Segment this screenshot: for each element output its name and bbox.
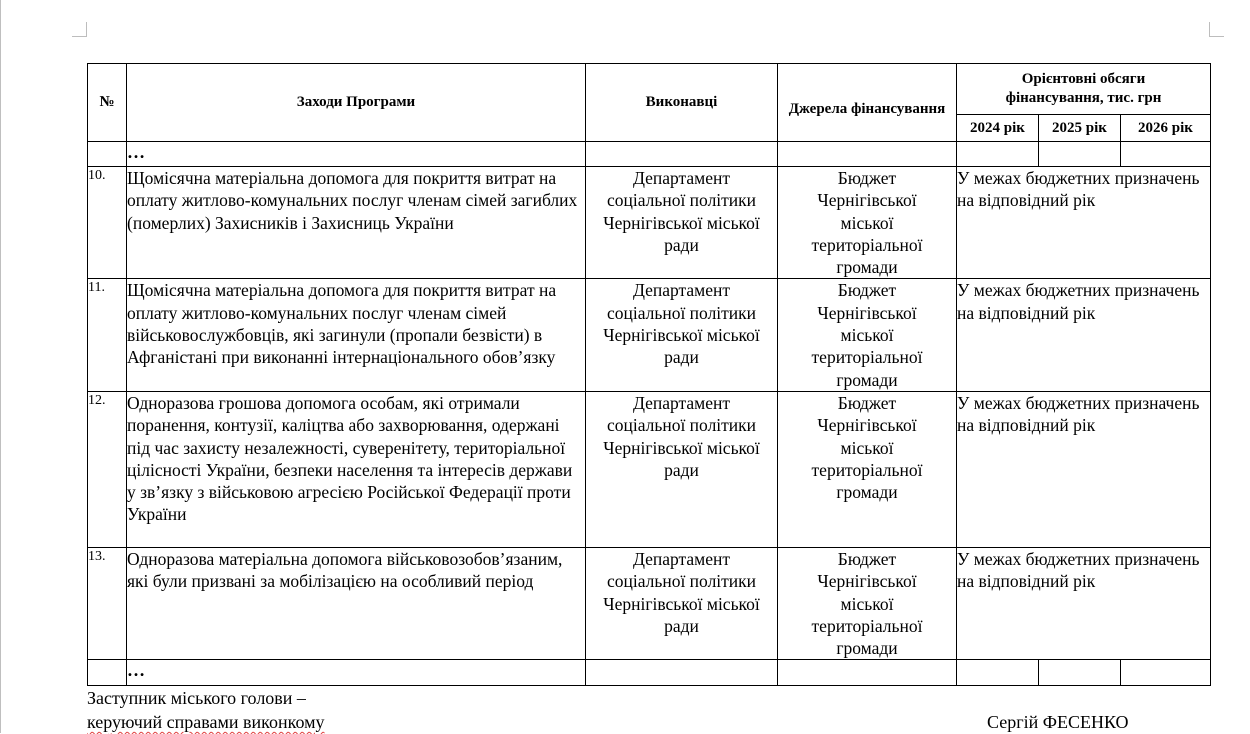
header-executors: Виконавці [586, 64, 778, 142]
table-row [88, 547, 1211, 659]
row-funding: У межах бюджетних призначень на відповідний рік [957, 279, 1211, 391]
row-measure: Одноразова матеріальна допомога військовозобов’язаним, які були призвані за мобілізацією на особливий період [127, 547, 586, 659]
ellipsis-top: … [127, 142, 586, 167]
ellipsis-bottom: … [127, 660, 586, 686]
signature-block [87, 686, 325, 734]
header-year-2024: 2024 рік [957, 115, 1039, 142]
ellipsis-row-bottom [88, 660, 1211, 686]
row-measure: Щомісячна матеріальна допомога для покриття витрат на оплату житлово-комунальних послуг членам сімей військовослужбовців, які загинули (пропали безвісти) в Афганістані при виконанні інтернаціонального обов’язку [127, 279, 586, 391]
row-source: Бюджет Чернігівської міської територіальної громади [778, 279, 957, 391]
row-measure: Одноразова грошова допомога особам, які отримали поранення, контузії, каліцтва або захворювання, одержані під час захисту незалежності, суверенітету, територіальної цілісності України, безпеки населення та інтересів держави у зв’язку з військовою агресією Російської Федерації проти України [127, 391, 586, 547]
row-number: 12. [88, 391, 127, 547]
header-year-2025: 2025 рік [1039, 115, 1121, 142]
row-funding: У межах бюджетних призначень на відповідний рік [957, 547, 1211, 659]
row-number: 11. [88, 279, 127, 391]
row-source: Бюджет Чернігівської міської територіальної громади [778, 391, 957, 547]
row-executor: Департамент соціальної політики Чернігівської міської ради [586, 279, 778, 391]
row-source: Бюджет Чернігівської міської територіальної громади [778, 167, 957, 279]
header-year-2026: 2026 рік [1121, 115, 1211, 142]
crop-mark-top-right [1209, 22, 1224, 37]
row-number: 10. [88, 167, 127, 279]
row-executor: Департамент соціальної політики Чернігівської міської ради [586, 391, 778, 547]
table-row [88, 391, 1211, 547]
row-funding: У межах бюджетних призначень на відповідний рік [957, 391, 1211, 547]
header-num: № [88, 64, 127, 142]
row-executor: Департамент соціальної політики Чернігівської міської ради [586, 547, 778, 659]
header-measures: Заходи Програми [127, 64, 586, 142]
table-row [88, 167, 1211, 279]
program-table [87, 63, 1211, 686]
row-funding: У межах бюджетних призначень на відповідний рік [957, 167, 1211, 279]
row-executor: Департамент соціальної політики Чернігівської міської ради [586, 167, 778, 279]
table-row [88, 279, 1211, 391]
header-sources: Джерела фінансування [778, 64, 957, 142]
ellipsis-row-top [88, 142, 1211, 167]
row-source: Бюджет Чернігівської міської територіальної громади [778, 547, 957, 659]
row-number: 13. [88, 547, 127, 659]
signature-role-line-2: керуючий справами виконкому [87, 712, 325, 732]
row-measure: Щомісячна матеріальна допомога для покриття витрат на оплату житлово-комунальних послуг членам сімей загиблих (померлих) Захисників і Захисниць України [127, 167, 586, 279]
signer-name: Сергій ФЕСЕНКО [987, 712, 1129, 732]
header-funding: Орієнтовні обсяги фінансування, тис. грн [957, 64, 1211, 115]
crop-mark-top-left [72, 22, 87, 37]
signature-role-line-1: Заступник міського голови – [87, 688, 306, 708]
page-edge [0, 0, 1, 733]
